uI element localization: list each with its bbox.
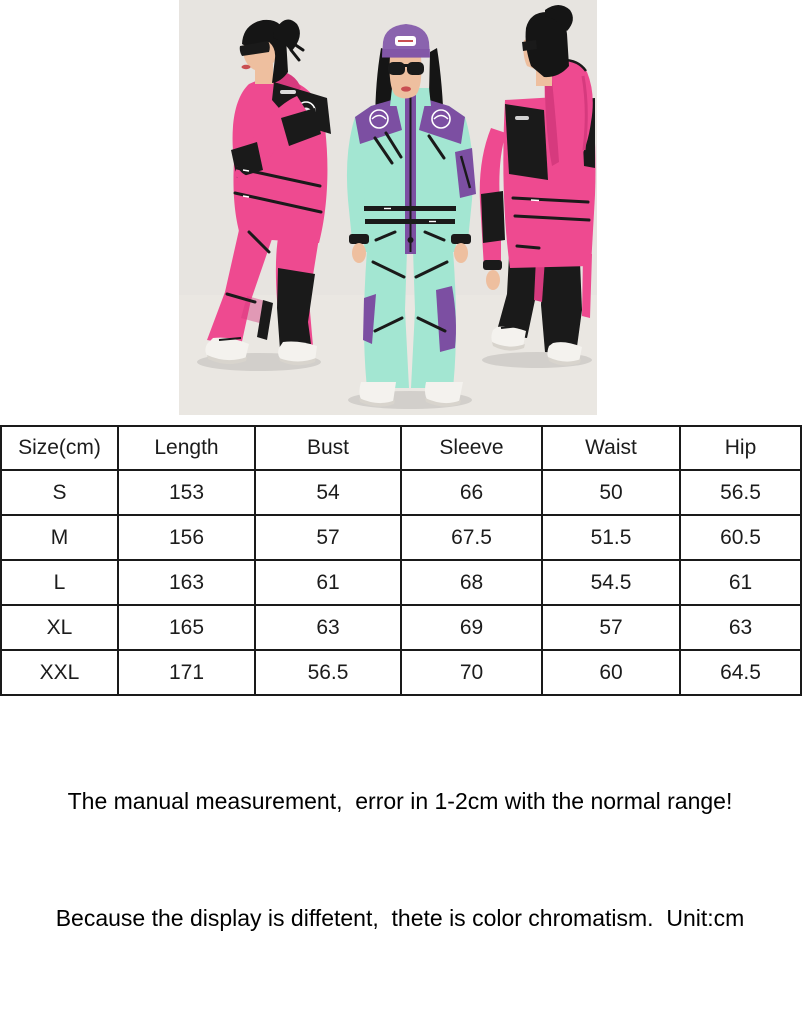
cell-bust: 57 — [255, 515, 401, 560]
boot — [205, 338, 249, 364]
cell-bust: 56.5 — [255, 650, 401, 695]
cell-size: S — [1, 470, 118, 515]
size-chart-table — [0, 425, 802, 696]
col-header-length: Length — [118, 426, 255, 470]
cell-length: 165 — [118, 605, 255, 650]
boot — [425, 382, 463, 407]
product-photo — [179, 0, 597, 415]
cell-sleeve: 70 — [401, 650, 542, 695]
cell-hip: 60.5 — [680, 515, 801, 560]
note-line-2: Because the display is diffetent, thete is color chromatism. Unit:cm — [55, 905, 745, 931]
cell-size: XL — [1, 605, 118, 650]
hand — [352, 243, 366, 263]
boot — [491, 326, 526, 351]
table-header-row — [1, 426, 801, 470]
brand-text-patch — [280, 90, 296, 94]
cell-hip: 64.5 — [680, 650, 801, 695]
cell-sleeve: 67.5 — [401, 515, 542, 560]
cell-bust: 63 — [255, 605, 401, 650]
cell-hip: 61 — [680, 560, 801, 605]
measurement-notes — [0, 704, 800, 1016]
lips — [242, 65, 251, 69]
note-line-1: The manual measurement, error in 1-2cm with the normal range! — [67, 788, 733, 814]
cell-hip: 56.5 — [680, 470, 801, 515]
boot — [547, 342, 582, 365]
cell-waist: 50 — [542, 470, 680, 515]
cell-size: M — [1, 515, 118, 560]
cell-waist: 60 — [542, 650, 680, 695]
col-header-hip: Hip — [680, 426, 801, 470]
cell-waist: 57 — [542, 605, 680, 650]
table-row-m — [1, 515, 801, 560]
boot — [278, 342, 317, 366]
col-header-bust: Bust — [255, 426, 401, 470]
cell-length: 153 — [118, 470, 255, 515]
cell-sleeve: 68 — [401, 560, 542, 605]
cell-sleeve: 69 — [401, 605, 542, 650]
brand-text-patch — [515, 116, 529, 120]
back-shoulder-panel — [505, 104, 548, 180]
cell-bust: 61 — [255, 560, 401, 605]
cell-sleeve: 66 — [401, 470, 542, 515]
col-header-size: Size(cm) — [1, 426, 118, 470]
hand — [454, 243, 468, 263]
elbow-panel — [481, 191, 505, 243]
hand — [486, 270, 500, 290]
black-knee-panel — [277, 268, 315, 350]
cell-waist: 51.5 — [542, 515, 680, 560]
table-row-xl — [1, 605, 801, 650]
table-row-xxl — [1, 650, 801, 695]
cell-size: XXL — [1, 650, 118, 695]
front-zipper — [405, 94, 416, 254]
boot — [359, 382, 396, 407]
table-row-s — [1, 470, 801, 515]
cell-size: L — [1, 560, 118, 605]
cell-hip: 63 — [680, 605, 801, 650]
col-header-sleeve: Sleeve — [401, 426, 542, 470]
cell-length: 156 — [118, 515, 255, 560]
cell-length: 163 — [118, 560, 255, 605]
cell-length: 171 — [118, 650, 255, 695]
cell-waist: 54.5 — [542, 560, 680, 605]
cell-bust: 54 — [255, 470, 401, 515]
col-header-waist: Waist — [542, 426, 680, 470]
lips — [401, 86, 411, 91]
table-row-l — [1, 560, 801, 605]
